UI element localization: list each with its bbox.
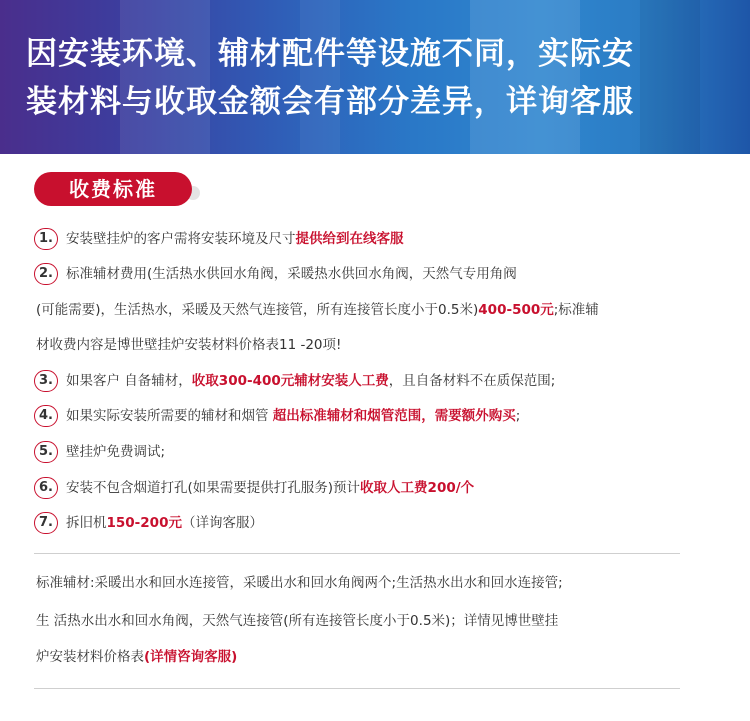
item-number: 7. bbox=[34, 512, 58, 534]
note-line-1: 标准辅材:采暖出水和回水连接管，采暖出水和回水角阀两个;生活热水出水和回水连接管; bbox=[36, 575, 563, 591]
item-highlight: 150-200元 bbox=[106, 515, 182, 531]
item-text: 如果实际安装所需要的辅材和烟管 bbox=[66, 408, 273, 424]
item-number: 3. bbox=[34, 370, 58, 392]
item-text: 如果客户 自备辅材， bbox=[66, 373, 192, 389]
item-text: 标准辅材费用(生活热水供回水角阀，采暖热水供回水角阀，天然气专用角阀 bbox=[66, 266, 517, 282]
banner-line-2: 装材料与收取金额会有部分差异，详询客服 bbox=[26, 84, 634, 120]
section-title-badge: 收费标准 bbox=[34, 172, 192, 206]
list-item-4 bbox=[34, 405, 520, 427]
item-text: 安装壁挂炉的客户需将安装环境及尺寸 bbox=[66, 231, 296, 247]
header-banner bbox=[0, 0, 750, 154]
note-highlight: (详情咨询客服) bbox=[144, 649, 238, 665]
item-text: 材收费内容是博世壁挂炉安装材料价格表11 -20项! bbox=[36, 337, 342, 353]
item-text: (可能需要)，生活热水，采暖及天然气连接管，所有连接管长度小于0.5米) bbox=[36, 302, 479, 318]
note-text: 炉安装材料价格表 bbox=[36, 649, 144, 665]
item-text: ; bbox=[515, 408, 521, 424]
list-item-3 bbox=[34, 370, 555, 392]
list-item-1 bbox=[34, 228, 404, 250]
list-item-7 bbox=[34, 512, 263, 534]
note-line-3 bbox=[36, 646, 237, 668]
item-highlight: 超出标准辅材和烟管范围，需要额外购买 bbox=[272, 408, 516, 424]
list-item-2-cont-1 bbox=[36, 299, 599, 321]
item-text: ，且自备材料不在质保范围; bbox=[388, 373, 556, 389]
list-item-6 bbox=[34, 477, 474, 499]
banner-line-1: 因安装环境、辅材配件等设施不同，实际安 bbox=[26, 36, 634, 72]
item-highlight: 收取人工费200/个 bbox=[360, 480, 475, 496]
banner-notice bbox=[26, 30, 736, 126]
item-highlight: 400-500元 bbox=[478, 302, 554, 318]
list-item-2 bbox=[34, 263, 517, 285]
item-text: 壁挂炉免费调试; bbox=[66, 444, 166, 460]
item-text: ;标准辅 bbox=[553, 302, 599, 318]
item-number: 2. bbox=[34, 263, 58, 285]
item-highlight: 提供给到在线客服 bbox=[295, 231, 404, 247]
list-item-5 bbox=[34, 441, 165, 463]
item-number: 1. bbox=[34, 228, 58, 250]
item-text: 安装不包含烟道打孔(如果需要提供打孔服务)预计 bbox=[66, 480, 361, 496]
item-number: 4. bbox=[34, 405, 58, 427]
item-text: 拆旧机 bbox=[66, 515, 107, 531]
divider-bottom bbox=[34, 688, 680, 689]
list-item-2-cont-2 bbox=[36, 334, 341, 356]
item-highlight: 收取300-400元辅材安装人工费 bbox=[191, 373, 389, 389]
item-number: 5. bbox=[34, 441, 58, 463]
item-number: 6. bbox=[34, 477, 58, 499]
divider-top bbox=[34, 553, 680, 554]
item-text: （详询客服） bbox=[181, 515, 263, 531]
note-line-2: 生 活热水出水和回水角阀，天然气连接管(所有连接管长度小于0.5米)；详情见博世壁挂 bbox=[36, 613, 559, 629]
